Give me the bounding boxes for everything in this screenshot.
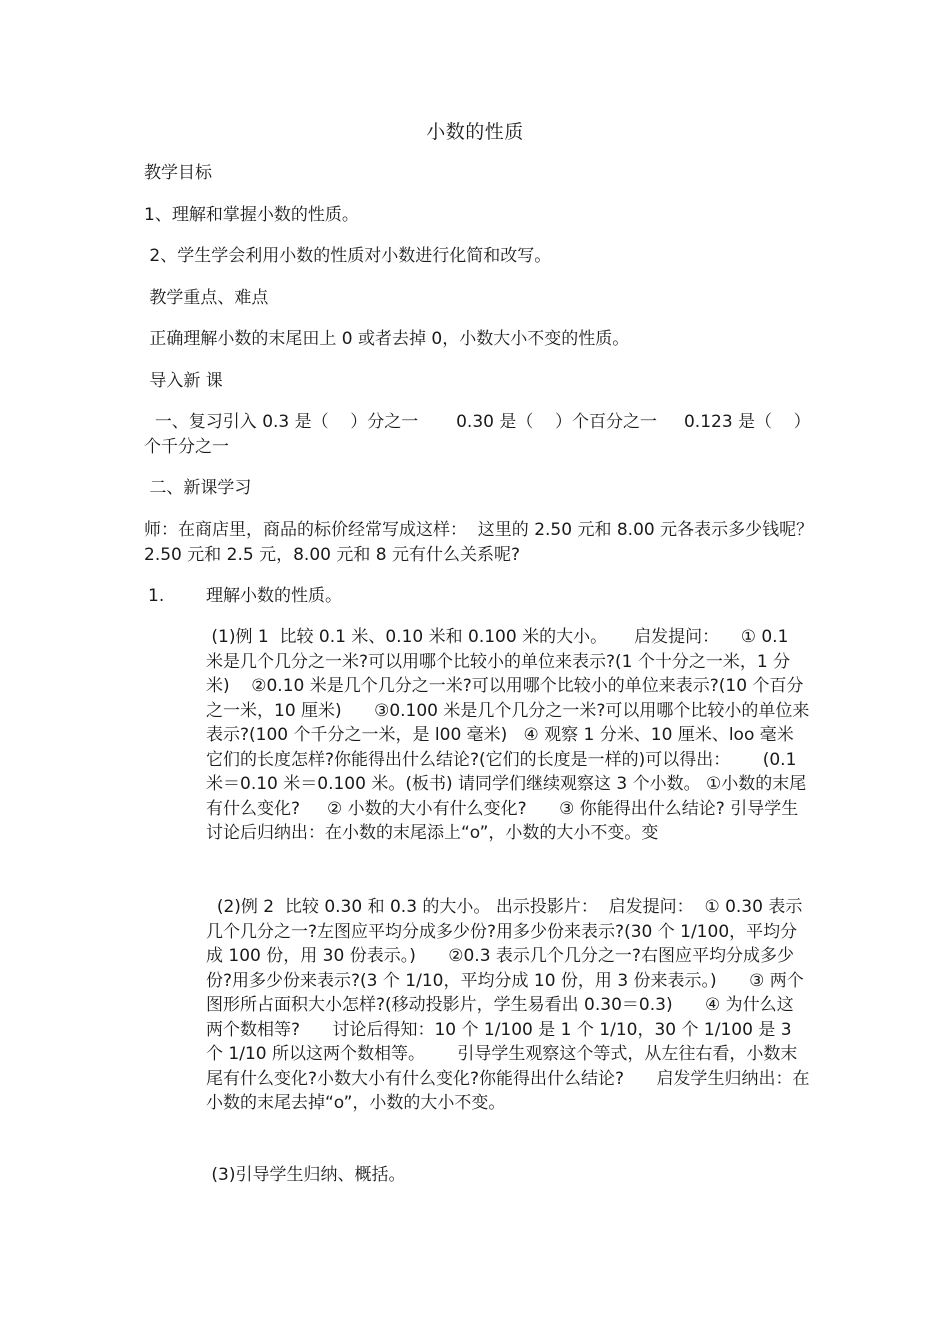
example-3-paragraph: (3)引导学生归纳、概括。: [206, 1165, 406, 1185]
item-1-text: 理解小数的性质。: [206, 586, 342, 606]
review-paragraph: 一、复习引入 0.3 是（ ）分之一 0.30 是（ ）个百分之一 0.123 是（ ）个千分之一: [144, 412, 811, 457]
key-text: 正确理解小数的末尾田上 0 或者去掉 0，小数大小不变的性质。: [144, 329, 630, 349]
example-1-paragraph: (1)例 1 比较 0.1 米、0.10 米和 0.100 米的大小。 启发提问： ① 0.1 米是几个几分之一米?可以用哪个比较小的单位来表示?(1 个十分之一米，1 分 米) ②0.10 米是几个几分之一米?可以用哪个比较小的单位来表示?(10 个百分之一米，10 厘米) ③0.100 米是几个几分之一米?可以用哪个比较小的单位来表示?(100 个千分之一米，是 l00 毫米) ④ 观察 1 分米、10 厘米、loo 毫米它们的长度怎样?你能得出什么结论?(它们的长度是一样的)可以得出： (0.1 米＝0.10 米＝0.100 米。(板书) 请同学们继续观察这 3 个小数。 ①小数的末尾有什么变化? ② 小数的大小有什么变化? ③ 你能得出什么结论? 引导学生讨论后归纳出：在小数的末尾添上“o”，小数的大小不变。变: [206, 627, 810, 843]
new-lesson-heading: 二、新课学习: [144, 478, 252, 498]
goal-1: 1、理解和掌握小数的性质。: [144, 205, 359, 225]
teacher-paragraph: 师：在商店里，商品的标价经常写成这样： 这里的 2.50 元和 8.00 元各表示多少钱呢？ 2.50 元和 2.5 元，8.00 元和 8 元有什么关系呢?: [144, 520, 819, 565]
item-1-number: 1.: [148, 586, 165, 606]
example-2-paragraph: (2)例 2 比较 0.30 和 0.3 的大小。 出示投影片： 启发提问： ① 0.30 表示几个几分之一?左图应平均分成多少份?用多少份来表示?(30 个 1/100，平均分成 100 份，用 30 份表示。) ②0.3 表示几个几分之一?右图应平均分成多少份?用多少份来表示?(3 个 1/10，平均分成 10 份，用 3 份来表示。) ③ 两个图形所占面积大小怎样?(移动投影片，学生易看出 0.30＝0.3) ④ 为什么这两个数相等? 讨论后得知：10 个 1/100 是 1 个 1/10，30 个 1/100 是 3 个 1/10 所以这两个数相等。 引导学生观察这个等式，从左往右看，小数末尾有什么变化?小数大小有什么变化?你能得出什么结论? 启发学生归纳出：在小数的末尾去掉“o”，小数的大小不变。: [206, 897, 810, 1113]
intro-heading: 导入新 课: [144, 371, 223, 391]
document-title: 小数的性质: [426, 121, 524, 143]
goal-2: 2、学生学会利用小数的性质对小数进行化简和改写。: [144, 246, 552, 266]
goal-heading: 教学目标: [144, 163, 212, 183]
key-heading: 教学重点、难点: [144, 288, 269, 308]
